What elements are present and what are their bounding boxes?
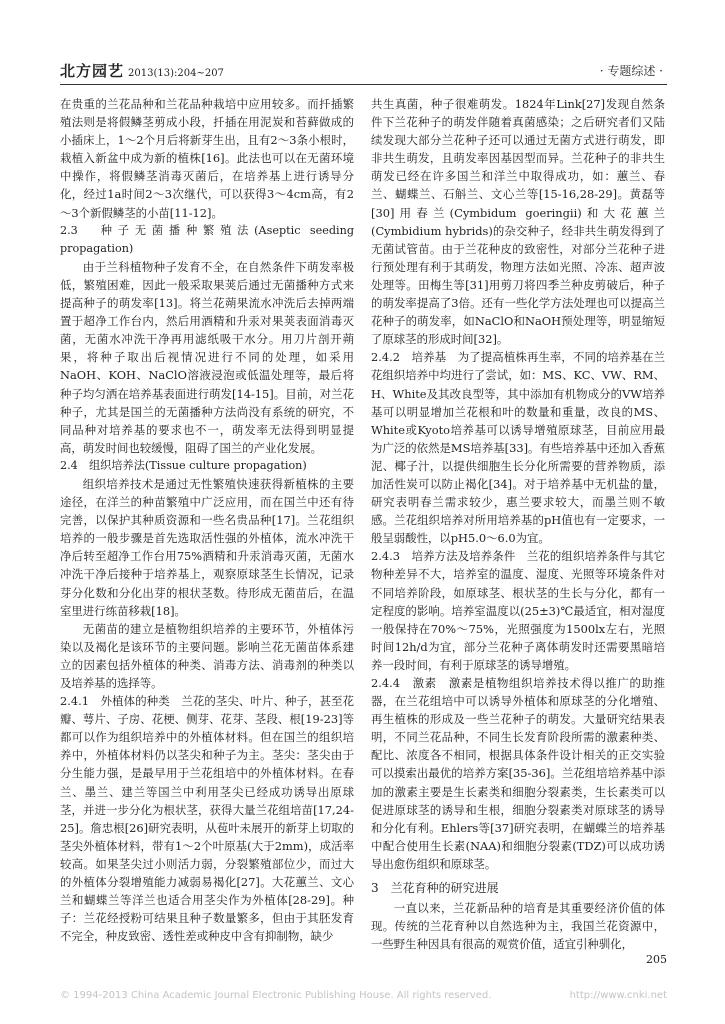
paragraph: 由于兰科植物种子发育不全，在自然条件下萌发率极低，繁殖困难，因此一般采取果荚后通过无菌播种方式来提高种子的萌发率[13]。将兰花蒴果流水冲洗后去掉两端置于超净工作台内，然后用酒精和升汞对果荚表面消毒灭菌，无菌水冲洗干净再用滤纸吸干水分。用刀片剖开蒴果，将种子取出后视情况进行不同的处理，如采用NaOH、KOH、NaClO溶液浸泡或低温处理等，最后将种子均匀洒在培养基表面进行萌发[14-15]。目前，对兰花种子，尤其是国兰的无菌播种方法尚没有系统的研究，不同品种对培养基的要求也不一，萌发率无法得到明显提高，萌发时间也较缓慢，阻碍了国兰的产业化发展。 <box>60 259 354 455</box>
paragraph: 在贵重的兰花品种和兰花品种栽培中应用较多。而扦插繁殖法则是将假鳞茎剪成小段，扦插在用泥炭和苔藓做成的小插床上，1～2个月后将新芽生出，且有2～3条小根时，栽植入新盆中成为新的植株[16]。此法也可以在无菌环境中操作，将假鳞茎消毒灭菌后，在培养基上进行诱导分化，经过1a时间2～3次继代，可以获得3～4cm高，有2～3个新假鳞茎的小苗[11-12]。 <box>60 97 354 220</box>
left-column <box>60 95 354 945</box>
section-heading-2-4: 2.4 组织培养法(Tissue culture propagation) <box>60 458 307 472</box>
copyright-notice: © 1994-2013 China Academic Journal Electronic Publishing House. All rights reserved. <box>60 990 492 1001</box>
paragraph: 共生真菌，种子很难萌发。1824年Link[27]发现自然条件下兰花种子的萌发伴随着真菌感染；之后研究者们又陆续发现大部分兰花种子还可以通过无菌方式进行萌发，即非共生萌发，且萌发率因基因型而异。兰花种子的非共生萌发已经在许多国兰和洋兰中取得成功，如：蕙兰、春兰、蝴蝶兰、石斛兰、文心兰等[15-16,28-29]。黄磊等[30]用春兰(Cymbidum goeringii)和大花蕙兰(Cymbidium hybrids)的杂交种子，经非共生萌发得到了无菌试管苗。由于兰花种皮的致密性，对部分兰花种子进行预处理有利于其萌发，物理方法如光照、冷冻、超声波处理等。田梅生等[31]用剪刀将四季兰种皮剪破后，种子的萌发率提高了3倍。还有一些化学方法处理也可以提高兰花种子的萌发率，如NaClO和NaOH预处理等，明显缩短了原球茎的形成时间[32]。 <box>371 97 665 347</box>
page-number: 205 <box>646 953 667 966</box>
paragraph: 一直以来，兰花新品种的培育是其重要经济价值的体现。传统的兰花育种以自然选种为主，我国兰花资源中，一些野生种因具有很高的观赏价值，适宜引种驯化， <box>371 901 665 952</box>
paragraph-2-4-2: 2.4.2 培养基 为了提高植株再生率，不同的培养基在兰花组织培养中均进行了尝试，如：MS、KC、VW、RM、H、White及其改良型等，其中添加有机物成分的VW培养基可以明显增加兰花根和叶的数量和重量，改良的MS、White或Kyoto培养基可以诱导增殖原球茎，目前应用最为广泛的依然是MS培养基[33]。有些培养基中还加入香蕉泥、椰子汁，以提供细胞生长分化所需要的营养物质，添加活性炭可以防止褐化[34]。对于培养基中无机盐的量，研究表明春兰需求较少，惠兰要求较大，而墨兰则不敏感。兰花组织培养对所用培养基的pH值也有一定要求，一般呈弱酸性，以pH5.0～6.0为宜。 <box>371 350 665 546</box>
right-column <box>371 95 665 953</box>
journal-issue: 2013(13):204~207 <box>128 68 224 79</box>
footer-url[interactable]: http://www.cnki.net <box>569 990 667 1001</box>
section-label: · 专题综述 · <box>599 64 663 78</box>
paragraph-2-4-3: 2.4.3 培养方法及培养条件 兰花的组织培养条件与其它物种差异不大，培养室的温度、湿度、光照等环境条件对不同培养阶段，如原球茎、根状茎的生长与分化，都有一定程度的影响。培养室温度以(25±3)℃最适宜，相对湿度一般保持在70%～75%，光照强度为1500lx左右，光照时间12h/d为宜，部分兰花种子离体萌发时还需要黑暗培养一段时间，有利于原球茎的诱导增殖。 <box>371 549 665 672</box>
page-footer <box>60 990 667 1001</box>
paragraph-2-4-1: 2.4.1 外植体的种类 兰花的茎尖、叶片、种子，甚至花瓣、萼片、子房、花梗、侧芽、花芽、茎段、根[19-23]等都可以作为组织培养中的外植体材料。但在国兰的组织培养中，外植体材料仍以茎尖和种子为主。茎尖：茎尖由于分生能力强，是最早用于兰花组培中的外植体材料。在春兰、墨兰、建兰等国兰中利用茎尖已经成功诱导出原球茎，并进一步分化为根状茎，获得大量兰花组培苗[17,24-25]。詹忠根[26]研究表明，从苞叶未展开的新芽上切取的茎尖外植体材料，带有1～2个叶原基(大于2mm)，成活率较高。如果茎尖过小则活力弱，分裂繁殖部位少，而过大的外植体分裂增殖能力减弱易褐化[27]。大花蕙兰、文心兰和蝴蝶兰等洋兰也适合用茎尖作为外植体[28-29]。种子：兰花经授粉可结果且种子数量繁多，但由于其胚发育不完全，种皮致密、透性差或种皮中含有抑制物，缺少 <box>60 694 354 944</box>
section-heading-3: 3 兰花育种的研究进展 <box>371 881 499 896</box>
journal-name: 北方园艺 <box>60 62 125 80</box>
paragraph-2-4-4: 2.4.4 激素 激素是植物组织培养技术得以推广的助推器，在兰花组培中可以诱导外植体和原球茎的分化增殖、再生植株的形成及一些兰花种子的萌发。大量研究结果表明，不同兰花品种，不同生长发育阶段所需的激素种类、配比、浓度各不相同，根据具体条件设计相关的正交实验可以摸索出最优的培养方案[35-36]。兰花组培培养基中添加的激素主要是生长素类和细胞分裂素类，生长素类可以促进原球茎的诱导和生根，细胞分裂素类对原球茎的诱导和分化有利。Ehlers等[37]研究表明，在蝴蝶兰的培养基中配合使用生长素(NAA)和细胞分裂素(TDZ)可以成功诱导出愈伤组织和原球茎。 <box>371 676 665 871</box>
paragraph: 组织培养技术是通过无性繁殖快速获得新植株的主要途径，在洋兰的种苗繁殖中广泛应用，而在国兰中还有待完善，以保护其种质资源和一些名贵品种[17]。兰花组织培养的一般步骤是首先选取活性强的外植体，流水冲洗干净后转至超净工作台用75%酒精和升汞消毒灭菌，无菌水冲洗干净后接种于培养基上，观察原球茎生长情况，记录芽分化数和分化出芽的根状茎数。待形成无菌苗后，在温室里进行练苗移栽[18]。 <box>60 476 354 618</box>
page-header <box>60 58 667 85</box>
section-heading-2-3: 2.3 种子无菌播种繁殖法(Aseptic seeding propagation) <box>60 223 354 255</box>
paragraph: 无菌苗的建立是植物组织培养的主要环节，外植体污染以及褐化是该环节的主要问题。影响兰花无菌苗体系建立的因素包括外植体的种类、消毒方法、消毒剂的种类以及培养基的选择等。 <box>60 621 354 690</box>
journal-title <box>60 60 224 81</box>
